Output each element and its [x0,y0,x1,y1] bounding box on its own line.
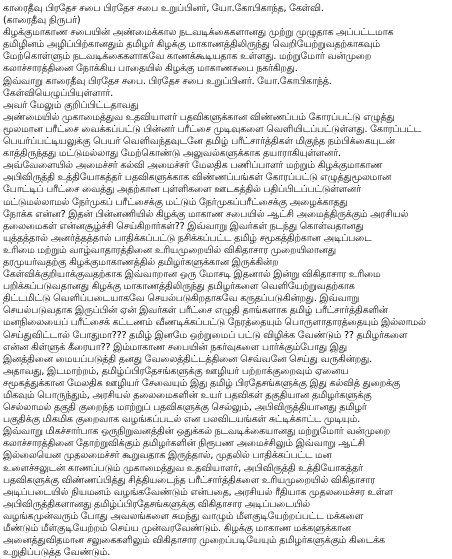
body-line: மனநிலையைப் பரீட்சைக் கட்டணம் வீணடிக்கப்பட்டு நேரத்தையும் பொருளாதாரத்தையும் இல்லாமல் [3,317,426,329]
body-line: அனைத்துவிதமான சலுகைகளிலும் விகிதாசார முறைப்படியேயும் தமிழர்களுக்கும் கிடைக்க [3,535,385,547]
body-line: கலாச்சாரத்தினை நோக்கிய பாதையில் கிழக்கு மாகாணசபை நகர்கிறது. [3,63,298,75]
body-line: தலைமைகள் என்னசூழ்ச்சி செய்கிறார்கள்?? இவ்வாறு இவர்கள் நடந்து கொள்வதானது [3,220,364,232]
body-line: மீண்டும் மீள்குடியேற்றம் செய்ய முன்வரவேண்டும். கிழக்கு மாகாண மக்களுக்கான [3,523,351,535]
body-line: கேள்வியெழுப்பியுள்ளார். [3,87,113,99]
body-line: உறுதிப்படுத்த வேண்டும். [3,547,111,559]
body-line: மேற்கொள்ளும் நடவடிக்கைகளாகவே காணக்கூடியதாக உள்ளது. மற்றுமோர் வன்முறை [3,51,372,63]
body-line: கேள்விக்குறியாக்குவதற்காக இவ்வாறான ஒரு மோசடி இதனால் இன்று விகிதாசார உரிமை [3,269,381,281]
body-line: நோக்க என்ன? இதன் பின்னணியில் கிழக்கு மாகாண சபையில் ஆட்சி அமைத்திருக்கும் அரசியல் [3,208,409,220]
body-line: பகுதிக்கு மிகமிக குறைவாக வழங்கப்படல் என பலவிடயங்கள் சுட்டிக்காட்ட முடியும். [3,414,361,426]
body-line: மட்டுமல்லாமல் நேர்முகப் பரீட்சைக்கு மட்டும் நேர்முகப்பரீட்சைக்கு அழைக்காதது [3,196,348,208]
body-line: அபிவிருத்திகளானது தமிழ்ப்பிரதேசங்களுக்கு விகிதாசார அடிப்படையில் [3,498,310,510]
body-line: காத்திருந்தது மட்டுமல்லாது மேற்கொண்டு அலுவல்களுக்காக தயாராகியுள்ளனர். [3,148,341,160]
body-line: பெயர்ப்பட்டியலுக்கு பெயர் வெளிவந்தவுடனே தமிழ் பரீட்சார்த்திகள் மிகுந்த நம்பிக்கையுடன் [3,136,395,148]
body-line: அவ்வேளையில் அமைச்சர் கல்வி அமைச்சர் மேலதிக பணிப்பாளர் மற்றும் கிழக்குமாகாண [3,160,383,172]
body-line: செய்துவிட்டால் போதுமா??? தமிழ் இனமே ஒற்றுமைப் பட்டு விழிக்க வேண்டும் ?? தமிழர்களை [3,329,408,341]
body-line: போட்டிப் பரீட்சை வைத்து அதற்கான புள்ளிகளை ஊடகத்தில் பதிப்பிடப்பட்டுள்ளனர் [3,184,361,196]
body-line: அண்மையில் முகாமைத்துவ உதவியாளர் பதவிகளுக்கான விண்ணப்பம் கோரப்பட்டு எழுத்து [3,111,395,123]
body-line: அவர் மேலும் குறிப்பிட்டதாவது [3,99,139,111]
body-line: மிகவும் பொருந்தும், அரசியல் தலைமைகளின் உயர் பதவிகள் தகுதியான தமிழர்களுக்கு [3,390,372,401]
headline: காரைதீவு பிரதேச சபை பிரதேச சபை உறுப்பினர், யோ.கோபிகாந்த, கேள்வி. [3,3,324,14]
body-line: உரிமை மற்றும் வாழ்வாதாரத்தினை உரியமுறையில் விகிதாசார முறையிலானது [3,244,336,256]
body-line: உளைச்சலுடன் காணப்படும் முகாமைத்துவ உதவியாளர், அபிவிருத்தி உத்தியோகத்தர் [3,462,363,474]
body-line: இனத்தினை மையப்படுத்தி தனது வேலைத்திட்டத்தினை செவ்வனே செய்து வருகின்றது. [3,353,372,365]
body-line: அடிப்படையில் நியமனம் வழங்கவேண்டும் என்பதை, அரசியல் ரீதியாக முதலமைச்சர உள்ள [3,486,393,498]
body-line: வழங்கமுன்வரும் போது அவலங்களை சுமந்து வாழும் மீளகுடியேற்றப்பட்ட மக்களை [3,510,364,522]
body-line: பதவிகளுக்கு விண்ணப்பித்து சித்தியடைந்த பரீட்சார்த்திகளை உரியமுறையில் விகிதாசார [3,474,375,486]
body-line: அபிவிருத்தி உத்தியோகத்தர் பதவிகளுக்காக விண்ணப்பங்கள் கோரப்பட்டு எழுத்துமூலமான [3,172,392,184]
body-line: பறிக்கப்படுவதானது கிழக்கு மாகாணத்திலிருந்து தமிழர்களை வெளியேற்றுவதற்காக [3,281,355,293]
body-line: அதாவது, இடமாற்றம், தமிழ்ப்பிரதேசங்களுக்கு ஊழியர் பற்றாக்குறைவும் ஏனைய [3,365,349,377]
body-line: செயல்படுவதாக இருப்பின் ஏன் இவர்கள் பரீட்சை எழுதி தாங்களாக தமிழ் பரீட்சார்த்திகளின் [3,305,388,317]
body-line: கிழக்குமாகாண சபையின் அண்மைக்கால நடவடிக்கைகளானது முற்று முழுதாக அப்பட்டமாக [3,27,394,39]
body-line: யுத்தத்தால் அனர்த்தத்தால் பாதிக்கப்பட்டு நசிக்கப்பட்ட தமிழ் சமூகத்திற்கான அடிப்படை [3,232,372,244]
body-line: இல்லையென முதலமைச்சர் கூறுவதாக இருந்தால், முதலில் பாதிக்கப்பட்ட மன [3,450,332,462]
body-line: தரமுயர்வதற்கு கிழக்குமாகாணத்தில் தமிழர்களுக்கான இருக்கின்ற [3,256,279,268]
body-line: என்ன கிள்ளுக் கீரையா?? இம்மாகாண சபையின் நகர்வுகளை பார்க்கும்போது இது [3,341,347,353]
body-line: இவ்வாறு காரைதீவு பிரதேச சபை. பிரதேச சபை உறுப்பினர். யோ.கோபிகாந்த். [3,75,332,87]
body-line: தமிழினம் அழிப்பிற்கானதும் தமிழர் கிழக்கு மாகாணத்திலிருந்து வெறியேற்றுவதற்காகவும் [3,39,381,51]
byline: (காரைதீவு நிருபர்) [3,15,81,27]
body-line: இவ்வாறு மிகச்சார்பாக ஒருநிறுவனத்தின் ஒதுக்கல் நடவடிக்கையானது மற்றுமோர் வன்முறை [3,426,391,438]
body-line: திட்டமிட்டு வெளிப்படையாகவே செயல்படுகிறதாகவே கருதப்படுகின்றது. இவ்வாறு [3,293,360,305]
body-line: சமூகத்துக்கான மேலதிக ஊழியர் சேவையும் இது தமிழ் பிரதேசங்களுக்கு இது கல்வித் துறைக்கு [3,377,401,389]
body-line: மூலமான பரீட்சை வைக்கப்பட்டு பின்னர் பரீட்சை முடிவுகளை வெளியிடப்பட்டுள்ளது. கோரப்பட்ட [3,123,422,135]
body-line: கலாச்சாரத்தினை தோற்றுவிக்கும் தமிழர்களின் நிரூபண அமைச்சிலும் இவ்வாறு ஆட்சி [3,438,365,450]
body-line: செல்லாமல் தகுதி குறைந்த மாற்றுப் பதவிகளுக்கு செல்லும், அபிவிருத்தியானது தமிழர் [3,402,367,414]
